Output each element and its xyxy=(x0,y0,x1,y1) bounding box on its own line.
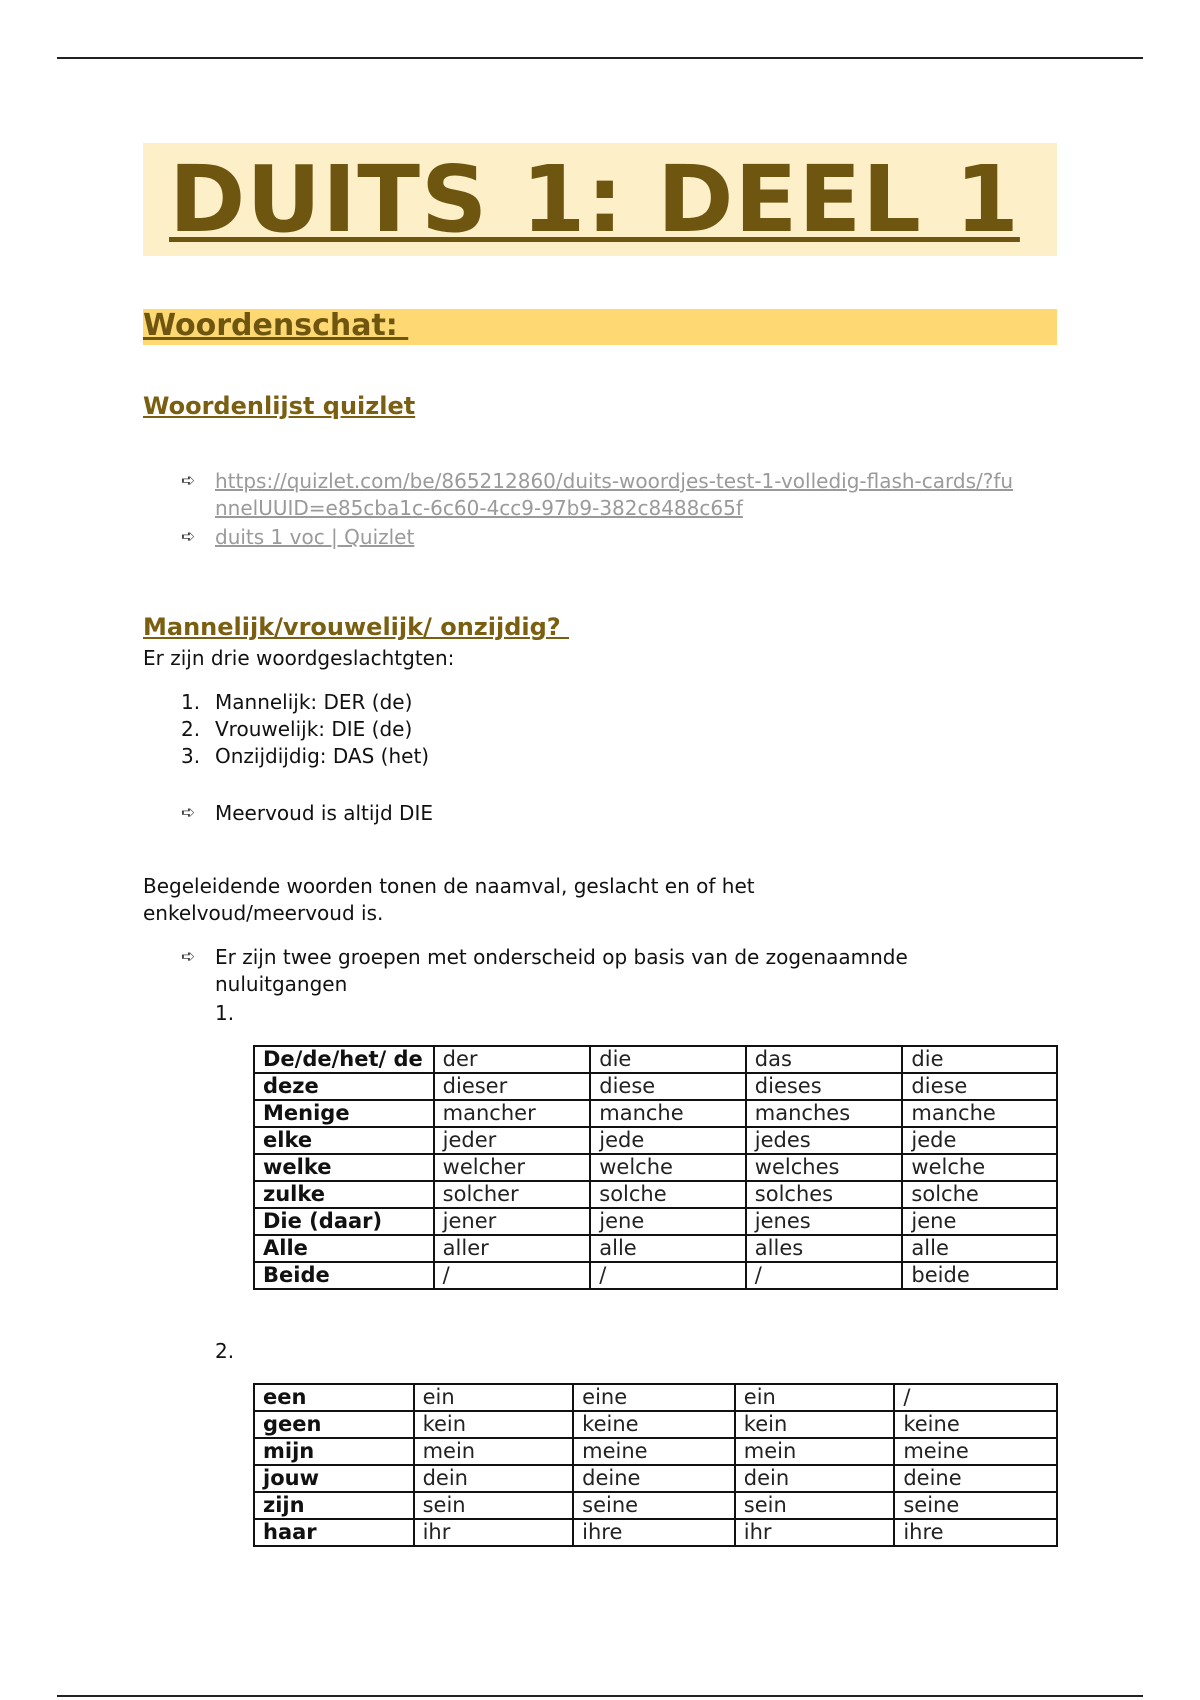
table-cell: sein xyxy=(414,1492,574,1519)
table-row-label: zijn xyxy=(254,1492,414,1519)
table-cell: alle xyxy=(902,1235,1057,1262)
table-cell: ihr xyxy=(414,1519,574,1546)
table-cell: manche xyxy=(590,1100,746,1127)
table-cell: kein xyxy=(735,1411,895,1438)
table-cell: jede xyxy=(902,1127,1057,1154)
table-cell: keine xyxy=(894,1411,1057,1438)
table-cell: alle xyxy=(590,1235,746,1262)
arrow-right-icon: ➪ xyxy=(181,471,196,491)
table-row-label: zulke xyxy=(254,1181,434,1208)
table-cell: jedes xyxy=(746,1127,903,1154)
table-cell: ihr xyxy=(735,1519,895,1546)
articles-table-group-2 xyxy=(253,1383,1058,1547)
table-row xyxy=(254,1519,1057,1546)
table-cell: solches xyxy=(746,1181,903,1208)
top-rule xyxy=(57,57,1143,59)
table-cell: dein xyxy=(414,1465,574,1492)
articles-table-group-1 xyxy=(253,1045,1058,1290)
table-cell: deine xyxy=(894,1465,1057,1492)
table-cell: beide xyxy=(902,1262,1057,1289)
table-cell: / xyxy=(590,1262,746,1289)
table-cell: solche xyxy=(902,1181,1057,1208)
bottom-rule xyxy=(57,1695,1143,1697)
table-cell: / xyxy=(434,1262,591,1289)
table-cell: dieses xyxy=(746,1073,903,1100)
table-row xyxy=(254,1073,1057,1100)
table-cell: jene xyxy=(902,1208,1057,1235)
table-cell: welche xyxy=(590,1154,746,1181)
table-cell: deine xyxy=(573,1465,735,1492)
table-row xyxy=(254,1235,1057,1262)
table-cell: manche xyxy=(902,1100,1057,1127)
table-row xyxy=(254,1262,1057,1289)
section-heading-woordenschat: Woordenschat: xyxy=(143,308,409,343)
table-cell: ihre xyxy=(573,1519,735,1546)
arrow-right-icon: ➪ xyxy=(181,803,196,823)
table-row-label: mijn xyxy=(254,1438,414,1465)
groups-note: Er zijn twee groepen met onderscheid op basis van de zogenaamnde nuluitgangen xyxy=(215,945,908,996)
table-cell: manches xyxy=(746,1100,903,1127)
table-row-label: Die (daar) xyxy=(254,1208,434,1235)
table-cell: sein xyxy=(735,1492,895,1519)
table-cell: die xyxy=(590,1046,746,1073)
table-row-label: Alle xyxy=(254,1235,434,1262)
table-cell: seine xyxy=(573,1492,735,1519)
heading-woordenlijst-quizlet: Woordenlijst quizlet xyxy=(143,392,416,420)
table-row-label: geen xyxy=(254,1411,414,1438)
table-cell: jeder xyxy=(434,1127,591,1154)
table-cell: die xyxy=(902,1046,1057,1073)
table-cell: alles xyxy=(746,1235,903,1262)
table-row-label: haar xyxy=(254,1519,414,1546)
arrow-right-icon: ➪ xyxy=(181,527,196,547)
table-cell: jene xyxy=(590,1208,746,1235)
table-cell: welcher xyxy=(434,1154,591,1181)
table-cell: ein xyxy=(735,1384,895,1411)
table-cell: jenes xyxy=(746,1208,903,1235)
table-cell: dein xyxy=(735,1465,895,1492)
arrow-right-icon: ➪ xyxy=(181,947,196,967)
table-row-label: elke xyxy=(254,1127,434,1154)
table-row xyxy=(254,1046,1057,1073)
table-cell: aller xyxy=(434,1235,591,1262)
table-cell: ihre xyxy=(894,1519,1057,1546)
table-cell: seine xyxy=(894,1492,1057,1519)
table-row xyxy=(254,1438,1057,1465)
group-2-label: 2. xyxy=(215,1339,235,1363)
table-cell: jener xyxy=(434,1208,591,1235)
table-row xyxy=(254,1384,1057,1411)
table-row-label: welke xyxy=(254,1154,434,1181)
table-row xyxy=(254,1411,1057,1438)
table-cell: jede xyxy=(590,1127,746,1154)
table-cell: diese xyxy=(902,1073,1057,1100)
table-cell: welches xyxy=(746,1154,903,1181)
table-cell: keine xyxy=(573,1411,735,1438)
heading-gender: Mannelijk/vrouwelijk/ onzijdig? xyxy=(143,613,570,641)
document-title: DUITS 1: DEEL 1 xyxy=(169,146,1020,253)
table-row-label: een xyxy=(254,1384,414,1411)
table-row-label: De/de/het/ de xyxy=(254,1046,434,1073)
table-row-label: Beide xyxy=(254,1262,434,1289)
articles-paragraph: Begeleidende woorden tonen de naamval, geslacht en of het enkelvoud/meervoud is. xyxy=(143,874,755,925)
table-cell: mein xyxy=(414,1438,574,1465)
table-cell: diese xyxy=(590,1073,746,1100)
table-row xyxy=(254,1465,1057,1492)
table-row xyxy=(254,1208,1057,1235)
quizlet-link-1[interactable]: https://quizlet.com/be/865212860/duits-woordjes-test-1-volledig-flash-cards/?funnelUUID=e85cba1c-6c60-4cc9-97b9-382c8488c65f xyxy=(215,469,1014,520)
table-row xyxy=(254,1154,1057,1181)
table-cell: ein xyxy=(414,1384,574,1411)
table-cell: kein xyxy=(414,1411,574,1438)
table-row xyxy=(254,1492,1057,1519)
quizlet-link-2[interactable]: duits 1 voc | Quizlet xyxy=(215,525,415,549)
table-cell: mein xyxy=(735,1438,895,1465)
plural-note: Meervoud is altijd DIE xyxy=(215,801,433,825)
table-cell: der xyxy=(434,1046,591,1073)
table-cell: mancher xyxy=(434,1100,591,1127)
table-cell: welche xyxy=(902,1154,1057,1181)
group-1-label: 1. xyxy=(215,1001,235,1025)
table-cell: solcher xyxy=(434,1181,591,1208)
table-row xyxy=(254,1100,1057,1127)
table-cell: solche xyxy=(590,1181,746,1208)
table-row-label: deze xyxy=(254,1073,434,1100)
table-cell: meine xyxy=(894,1438,1057,1465)
gender-intro: Er zijn drie woordgeslachtgten: xyxy=(143,646,455,670)
table-row-label: Menige xyxy=(254,1100,434,1127)
table-cell: dieser xyxy=(434,1073,591,1100)
table-cell: das xyxy=(746,1046,903,1073)
table-row-label: jouw xyxy=(254,1465,414,1492)
table-cell: meine xyxy=(573,1438,735,1465)
table-row xyxy=(254,1181,1057,1208)
table-row xyxy=(254,1127,1057,1154)
table-cell: eine xyxy=(573,1384,735,1411)
table-cell: / xyxy=(746,1262,903,1289)
table-cell: / xyxy=(894,1384,1057,1411)
